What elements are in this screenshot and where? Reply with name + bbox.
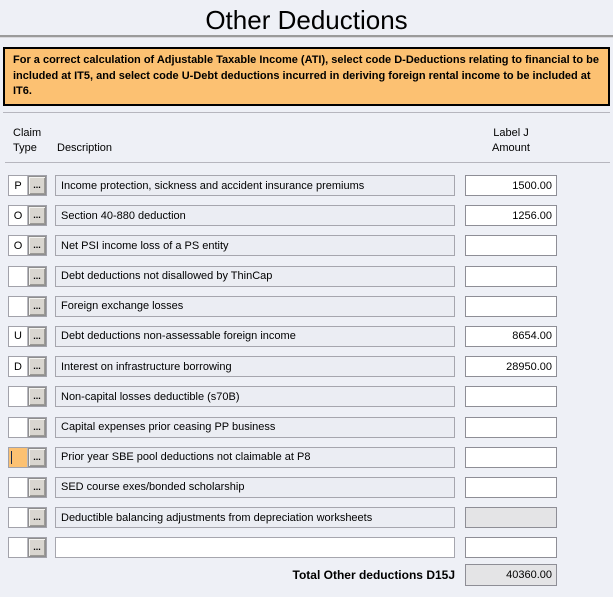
- description-text: Net PSI income loss of a PS entity: [61, 239, 229, 252]
- claim-type-group: [8, 507, 47, 528]
- claim-type-picker-button[interactable]: [28, 327, 46, 346]
- claim-type-header-line1: Claim: [13, 127, 42, 139]
- claim-type-input[interactable]: [9, 538, 28, 557]
- description-text: Foreign exchange losses: [61, 300, 184, 313]
- description-field[interactable]: [55, 537, 455, 558]
- deduction-row: [8, 205, 557, 226]
- ellipsis-icon: ...: [33, 451, 41, 462]
- description-text: Debt deductions non-assessable foreign income: [61, 330, 296, 343]
- deduction-row: [8, 296, 557, 317]
- amount-value: 1256.00: [512, 209, 552, 222]
- amount-input[interactable]: [465, 266, 557, 287]
- claim-type-value: P: [14, 179, 22, 192]
- claim-type-group: [8, 417, 47, 438]
- claim-type-group: [8, 205, 47, 226]
- amount-input[interactable]: [465, 417, 557, 438]
- description-field: [55, 175, 455, 196]
- claim-type-picker-button[interactable]: [28, 357, 46, 376]
- deduction-row: [8, 266, 557, 287]
- claim-type-input[interactable]: [9, 387, 28, 406]
- claim-type-group: [8, 477, 47, 498]
- claim-type-value: O: [13, 239, 23, 252]
- claim-type-picker-button[interactable]: [28, 267, 46, 286]
- total-row: [8, 564, 557, 586]
- claim-type-input[interactable]: [9, 448, 28, 467]
- description-field: [55, 447, 455, 468]
- claim-type-input[interactable]: [9, 267, 28, 286]
- ellipsis-icon: ...: [33, 210, 41, 221]
- description-header: Description: [57, 142, 113, 154]
- description-text: Prior year SBE pool deductions not claimable at P8: [61, 451, 311, 464]
- deduction-row: [8, 326, 557, 347]
- ati-notice-banner: For a correct calculation of Adjustable Taxable Income (ATI), select code D-Deductions relating to financial to be included at IT5, and select code U-Debt deductions incurred in deriving foreign rental income to be included at IT6.: [3, 47, 610, 106]
- description-field: [55, 235, 455, 256]
- description-field: [55, 507, 455, 528]
- amount-input[interactable]: [465, 175, 557, 196]
- claim-type-group: [8, 296, 47, 317]
- deduction-row: [8, 477, 557, 498]
- deduction-row: [8, 175, 557, 196]
- amount-input[interactable]: [465, 235, 557, 256]
- claim-type-input[interactable]: [9, 297, 28, 316]
- claim-type-input[interactable]: [9, 478, 28, 497]
- claim-type-group: [8, 235, 47, 256]
- claim-type-group: [8, 266, 47, 287]
- description-text: Capital expenses prior ceasing PP business: [61, 421, 276, 433]
- claim-type-group: [8, 175, 47, 196]
- description-field: [55, 205, 455, 226]
- claim-type-input[interactable]: [9, 206, 28, 225]
- ellipsis-icon: ...: [33, 300, 41, 311]
- amount-header-line2: Amount: [492, 142, 530, 154]
- deduction-row: [8, 507, 557, 528]
- ellipsis-icon: ...: [33, 481, 41, 492]
- description-field: [55, 477, 455, 498]
- amount-value: 8654.00: [512, 330, 552, 343]
- ellipsis-icon: ...: [33, 240, 41, 251]
- claim-type-value: O: [13, 209, 23, 222]
- claim-type-input[interactable]: [9, 418, 28, 437]
- amount-value: 1500.00: [512, 179, 552, 192]
- description-text: Deductible balancing adjustments from depreciation worksheets: [61, 511, 373, 524]
- description-field: [55, 417, 455, 438]
- header-divider: [5, 162, 610, 163]
- amount-input[interactable]: [465, 447, 557, 468]
- claim-type-input[interactable]: [9, 357, 28, 376]
- claim-type-input[interactable]: [9, 508, 28, 527]
- deduction-row: [8, 537, 557, 558]
- notice-divider: [3, 112, 610, 113]
- deduction-row: [8, 447, 557, 468]
- deduction-rows: [8, 175, 557, 567]
- claim-type-group: [8, 356, 47, 377]
- description-text: SED course exes/bonded scholarship: [61, 481, 245, 494]
- ellipsis-icon: ...: [33, 421, 41, 432]
- total-amount-field: [465, 564, 557, 586]
- amount-input[interactable]: [465, 296, 557, 317]
- ellipsis-icon: ...: [33, 180, 41, 190]
- claim-type-picker-button[interactable]: [28, 387, 46, 406]
- description-text: Debt deductions not disallowed by ThinCap: [61, 270, 273, 283]
- deduction-row: [8, 356, 557, 377]
- amount-input[interactable]: [465, 537, 557, 558]
- ellipsis-icon: ...: [33, 542, 41, 553]
- title-divider: [0, 35, 613, 38]
- claim-type-input[interactable]: [9, 327, 28, 346]
- description-text: Non-capital losses deductible (s70B): [61, 390, 240, 403]
- claim-type-group: [8, 537, 47, 558]
- amount-input[interactable]: [465, 386, 557, 407]
- claim-type-header-line2: Type: [13, 142, 37, 154]
- ellipsis-icon: ...: [33, 391, 41, 402]
- amount-input[interactable]: [465, 356, 557, 377]
- description-text: Interest on infrastructure borrowing: [61, 360, 232, 373]
- amount-input[interactable]: [465, 205, 557, 226]
- description-field: [55, 266, 455, 287]
- claim-type-picker-button[interactable]: [28, 448, 46, 467]
- description-text: Income protection, sickness and accident insurance premiums: [61, 179, 365, 192]
- page-title: Other Deductions: [205, 5, 408, 35]
- claim-type-picker-button[interactable]: [28, 176, 46, 195]
- claim-type-picker-button[interactable]: [28, 508, 46, 527]
- total-amount-value: 40360.00: [506, 569, 552, 581]
- claim-type-picker-button[interactable]: [28, 236, 46, 255]
- amount-input: [465, 507, 557, 528]
- claim-type-input[interactable]: [9, 176, 28, 195]
- amount-input[interactable]: [465, 477, 557, 498]
- claim-type-picker-button[interactable]: [28, 478, 46, 497]
- description-field: [55, 326, 455, 347]
- claim-type-picker-button[interactable]: [28, 297, 46, 316]
- amount-header-line1: Label J: [493, 127, 529, 139]
- description-field: [55, 356, 455, 377]
- deduction-row: [8, 386, 557, 407]
- deduction-row: [8, 235, 557, 256]
- claim-type-group: [8, 326, 47, 347]
- claim-type-value: U: [14, 330, 22, 343]
- claim-type-group: [8, 447, 47, 468]
- total-label: Total Other deductions D15J: [292, 568, 455, 582]
- amount-input[interactable]: [465, 326, 557, 347]
- claim-type-input[interactable]: [9, 236, 28, 255]
- ellipsis-icon: ...: [33, 512, 41, 523]
- ellipsis-icon: ...: [33, 270, 41, 281]
- claim-type-value: D: [14, 360, 22, 373]
- claim-type-group: [8, 386, 47, 407]
- amount-value: 28950.00: [506, 360, 552, 373]
- deduction-row: [8, 417, 557, 438]
- description-text: Section 40-880 deduction: [61, 209, 186, 222]
- text-cursor: [11, 451, 12, 464]
- description-field: [55, 386, 455, 407]
- description-field: [55, 296, 455, 317]
- ellipsis-icon: ...: [33, 361, 41, 372]
- claim-type-picker-button[interactable]: [28, 538, 46, 557]
- claim-type-picker-button[interactable]: [28, 418, 46, 437]
- ellipsis-icon: ...: [33, 330, 41, 341]
- claim-type-picker-button[interactable]: [28, 206, 46, 225]
